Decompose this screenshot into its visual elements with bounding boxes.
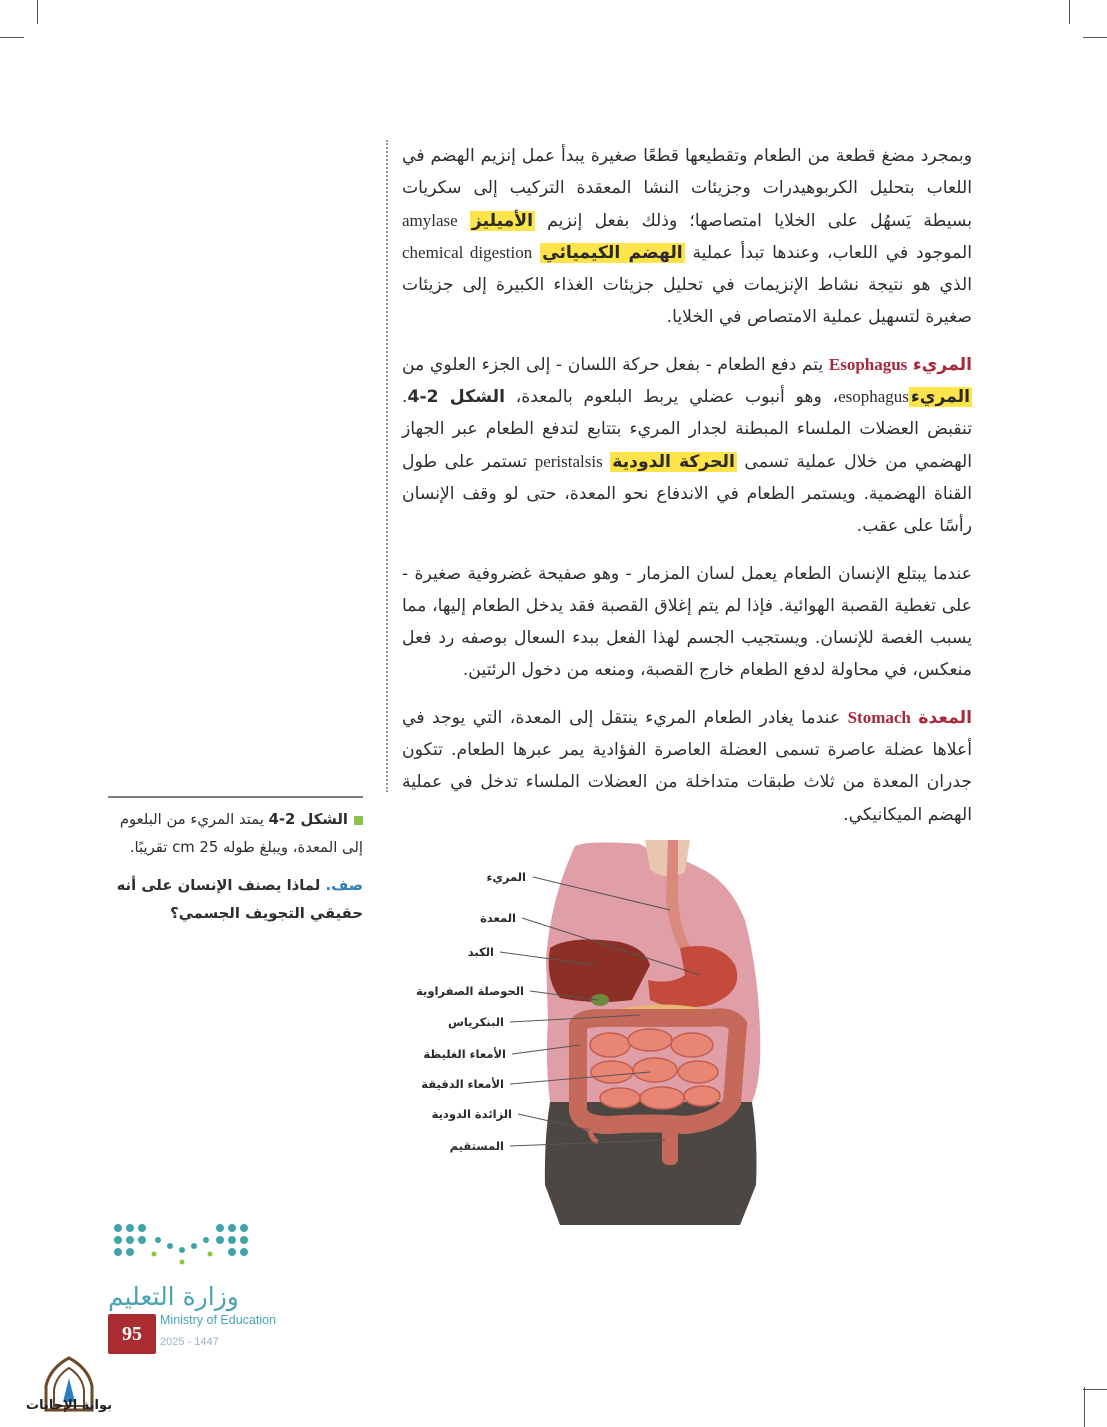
liver-organ	[549, 940, 650, 1003]
label-rectum: المستقيم	[449, 1139, 504, 1153]
column-divider	[386, 140, 388, 792]
caption-question: صف. لماذا يصنف الإنسان على أنه حقيقي التجويف الجسمي؟	[116, 877, 363, 922]
label-gallbladder: الحوصلة الصفراوية	[416, 984, 524, 998]
digestive-system-illustration	[400, 840, 780, 1225]
question-key: صف.	[325, 877, 363, 894]
caption-text: الشكل 2-4 يمتد المريء من البلعوم إلى المعدة، ويبلغ طوله 25 cm تقريبًا.	[119, 811, 363, 856]
heading-stomach-ar: المعدة	[918, 707, 972, 728]
term-esophagus-ar: المريء	[910, 387, 971, 408]
label-large-intestine: الأمعاء الغليظة	[423, 1047, 506, 1061]
crop-mark	[37, 0, 38, 24]
caption-rule	[108, 796, 363, 798]
heading-esophagus-ar: المريء	[912, 354, 972, 375]
page-number: 95	[108, 1314, 156, 1354]
paragraph-esophagus: المريء Esophagus يتم دفع الطعام - بفعل حركة اللسان - إلى الجزء العلوي من المريءesophagus، وهو أنبوب عضلي يربط البلعوم بالمعدة، الشكل 2-4. تنقبض العضلات الملساء المبطنة لجدار المريء بتتابع لتدفع الطعام عبر الجهاز الهضمي من خلال عملية تسمى الحركة الدودية peristalsis تستمر على طول القناة الهضمية. ويستمر الطعام في الاندفاع نحو المعدة، حتى لو وقف الإنسان رأسًا على عقب.	[402, 354, 973, 537]
crop-mark	[1083, 37, 1107, 38]
label-liver: الكبد	[467, 945, 494, 959]
crop-mark	[0, 37, 24, 38]
term-chemical-digestion-ar: الهضم الكيميائي	[542, 242, 683, 263]
paragraph-stomach: المعدة Stomach عندما يغادر الطعام المريء ينتقل إلى المعدة، التي يوجد في أعلاها عضلة عاصرة تسمى العضلة العاصرة الفؤادية يمر عبرها الطعام. تتكون جدران المعدة من ثلاث طبقات متداخلة من العضلات الملساء تدخل في عملية الهضم الميكانيكي.	[402, 707, 972, 825]
term-esophagus-en: esophagus	[838, 387, 909, 407]
gallbladder-organ	[591, 994, 609, 1006]
term-amylase-en: amylase	[402, 210, 458, 230]
ministry-year: 2025 - 1447	[160, 1336, 219, 1348]
term-chemical-digestion-en: chemical digestion	[402, 242, 533, 262]
ministry-logo-icon	[108, 1218, 258, 1278]
ministry-name-ar: وزارة التعليم	[108, 1282, 239, 1311]
small-intestine-organ	[590, 1029, 720, 1109]
label-pancreas: البنكرياس	[448, 1015, 504, 1029]
label-appendix: الزائدة الدودية	[431, 1107, 512, 1121]
digestive-system-figure	[400, 840, 780, 1225]
label-stomach: المعدة	[480, 911, 516, 925]
crop-mark	[1083, 1389, 1107, 1390]
ministry-name-en: Ministry of Education	[160, 1313, 277, 1327]
portal-name: بوابة الإجابات	[26, 1398, 112, 1413]
rectum-organ	[662, 1125, 678, 1165]
paragraph-chemical-digestion: وبمجرد مضغ قطعة من الطعام وتقطيعها قطعًا صغيرة يبدأ عمل إنزيم الهضم في اللعاب بتحليل الكربوهيدرات وجزيئات النشا المعقدة التركيب إلى سكريات بسيطة يَسهُل على الخلايا امتصاصها؛ وذلك بفعل إنزيم الأميليز amylase الموجود في اللعاب، وعندها تبدأ عملية الهضم الكيميائي chemical digestion الذي هو نتيجة نشاط الإنزيمات في تحليل جزيئات الغذاء الكبيرة إلى جزيئات صغيرة لتسهيل عملية الامتصاص في الخلايا.	[402, 146, 973, 328]
heading-stomach-en: Stomach	[847, 707, 911, 727]
caption-figure-label: الشكل 2-4	[268, 811, 348, 828]
figure-caption	[108, 796, 363, 928]
label-small-intestine: الأمعاء الدقيقة	[421, 1077, 504, 1091]
crop-mark	[1069, 0, 1070, 24]
heading-esophagus-en: Esophagus	[828, 354, 908, 374]
term-amylase-ar: الأميليز	[471, 210, 533, 231]
crop-mark	[1084, 1387, 1085, 1427]
main-text	[402, 140, 972, 846]
term-peristalsis-ar: الحركة الدودية	[612, 451, 735, 472]
square-bullet-icon	[354, 816, 363, 825]
label-esophagus: المريء	[486, 870, 526, 884]
figure-reference[interactable]: الشكل 2-4	[407, 387, 505, 408]
paragraph-epiglottis: عندما يبتلع الإنسان الطعام يعمل لسان المزمار - وهو صفيحة غضروفية صغيرة - على تغطية القصبة الهوائية. فإذا لم يتم إغلاق القصبة فقد يدخل الطعام إليها، مما يسبب الغصة للإنسان. ويستجيب الجسم لهذا الفعل ببدء السعال بوصفه رد فعل منعكس، في محاولة لدفع الطعام خارج القصبة، ومنعه من دخول الرئتين.	[402, 563, 972, 681]
term-peristalsis-en: peristalsis	[534, 451, 603, 471]
